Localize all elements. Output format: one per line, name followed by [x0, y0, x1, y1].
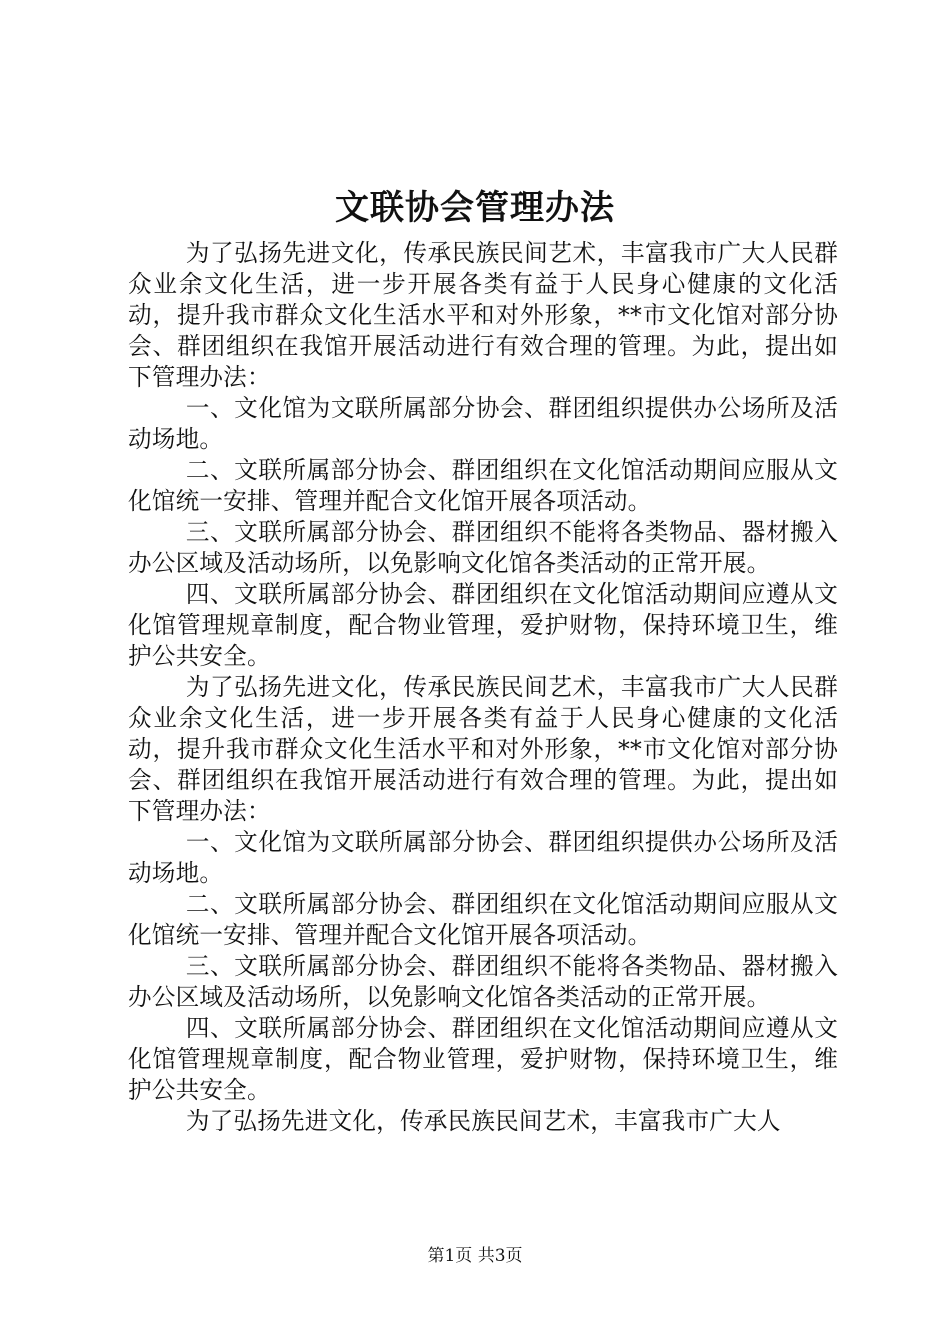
paragraph-item-1-repeat: 一、文化馆为文联所属部分协会、群团组织提供办公场所及活动场地。	[128, 828, 838, 887]
paragraph-item-4: 四、文联所属部分协会、群团组织在文化馆活动期间应遵从文化馆管理规章制度，配合物业管理，爱护财物，保持环境卫生，维护公共安全。	[128, 580, 838, 670]
paragraph-item-2: 二、文联所属部分协会、群团组织在文化馆活动期间应服从文化馆统一安排、管理并配合文化馆开展各项活动。	[128, 456, 838, 515]
paragraph-intro-partial: 为了弘扬先进文化，传承民族民间艺术，丰富我市广大人	[185, 1107, 781, 1135]
paragraph-item-3: 三、文联所属部分协会、群团组织不能将各类物品、器材搬入办公区域及活动场所，以免影响文化馆各类活动的正常开展。	[128, 518, 838, 577]
paragraph-intro: 为了弘扬先进文化，传承民族民间艺术，丰富我市广大人民群众业余文化生活，进一步开展各类有益于人民身心健康的文化活动，提升我市群众文化生活水平和对外形象，**市文化馆对部分协会、群团组织在我馆开展活动进行有效合理的管理。为此，提出如下管理办法：	[128, 239, 838, 391]
paragraph-item-2-repeat: 二、文联所属部分协会、群团组织在文化馆活动期间应服从文化馆统一安排、管理并配合文化馆开展各项活动。	[128, 890, 838, 949]
paragraph-item-4-repeat: 四、文联所属部分协会、群团组织在文化馆活动期间应遵从文化馆管理规章制度，配合物业管理，爱护财物，保持环境卫生，维护公共安全。	[128, 1014, 838, 1104]
document-body	[128, 238, 838, 1137]
document-title: 文联协会管理办法	[335, 188, 615, 228]
paragraph-intro-repeat: 为了弘扬先进文化，传承民族民间艺术，丰富我市广大人民群众业余文化生活，进一步开展各类有益于人民身心健康的文化活动，提升我市群众文化生活水平和对外形象，**市文化馆对部分协会、群团组织在我馆开展活动进行有效合理的管理。为此，提出如下管理办法：	[128, 673, 838, 825]
page-number-footer: 第1页 共3页	[427, 1246, 523, 1266]
paragraph-item-3-repeat: 三、文联所属部分协会、群团组织不能将各类物品、器材搬入办公区域及活动场所，以免影响文化馆各类活动的正常开展。	[128, 952, 838, 1011]
paragraph-item-1: 一、文化馆为文联所属部分协会、群团组织提供办公场所及活动场地。	[128, 394, 838, 453]
